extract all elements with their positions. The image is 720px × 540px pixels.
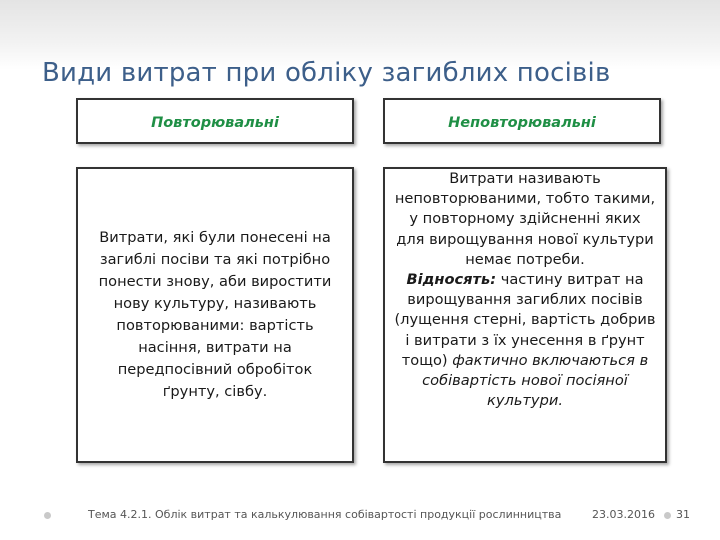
footer-topic: Тема 4.2.1. Облік витрат та калькулювання собівартості продукції рослинництва [88, 508, 562, 521]
body-repeating [76, 167, 354, 463]
body-repeating-text: Витрати, які були понесені на загиблі посіви та які потрібно понести знову, аби виростити нову культуру, називають повторюваними: вартість насіння, витрати на передпосівний обробіток ґрунту, сівбу. [98, 229, 332, 400]
body-nonrepeating-italic: фактично включаються в собівартість нової посіяної культури. [422, 351, 649, 410]
body-nonrepeating-paragraph [393, 169, 657, 411]
body-nonrepeating-intro: Витрати називають неповторюваними, тобто такими, у повторному здійсненні яких для вирощування нової культури немає потреби. [394, 170, 656, 268]
header-repeating: Повторювальні [76, 98, 354, 144]
header-nonrepeating: Неповторювальні [383, 98, 661, 144]
footer-bullet-left [44, 512, 51, 519]
body-nonrepeating-bold: Відносять: [406, 271, 497, 289]
slide-title: Види витрат при обліку загиблих посівів [42, 58, 611, 88]
footer-page-number: 31 [676, 508, 690, 521]
footer-bullet-right [664, 512, 671, 519]
footer-date: 23.03.2016 [592, 508, 655, 521]
body-nonrepeating-rest: частину витрат на вирощування загиблих посівів (лущення стерні, вартість добрив і витрати з їх унесення в ґрунт тощо) [394, 271, 656, 369]
body-nonrepeating [383, 167, 667, 463]
